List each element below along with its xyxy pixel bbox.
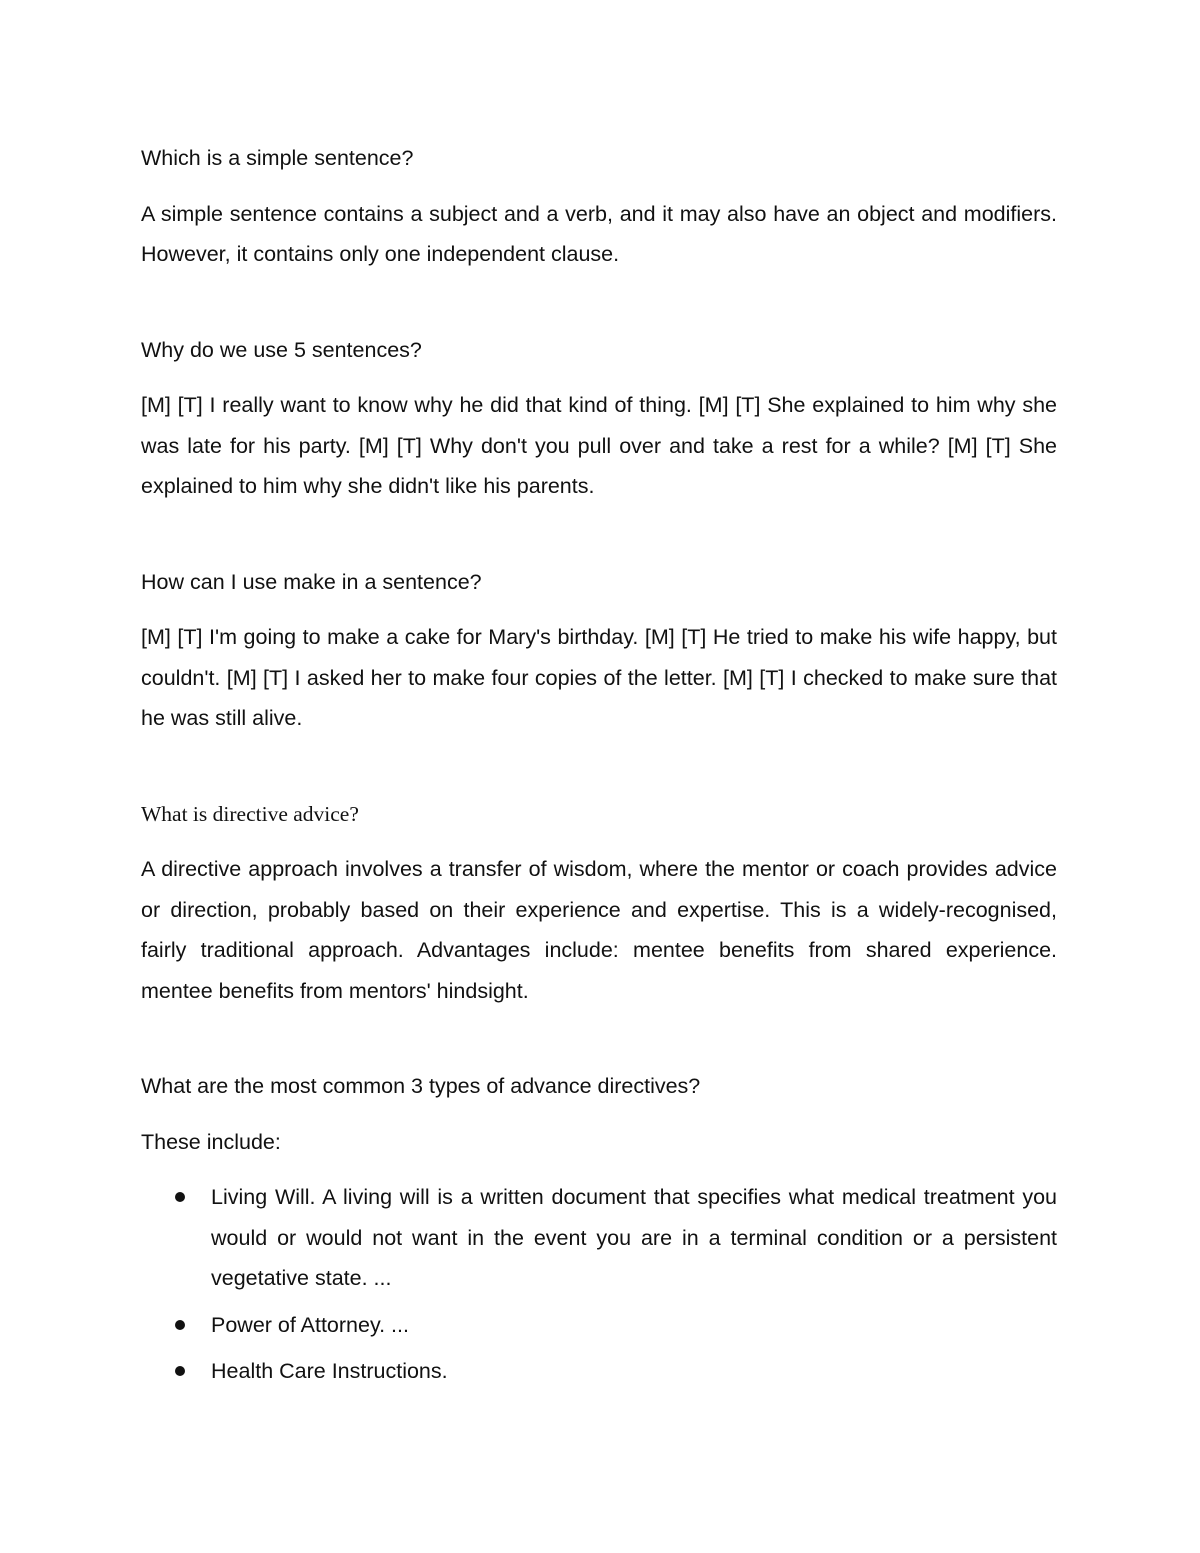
answer-paragraph: [M] [T] I really want to know why he did that kind of thing. [M] [T] She explained to him why she was late for his party. [M] [T] Why don't you pull over and take a rest for a while? [M] [T] She explained to him why she didn't like his parents. bbox=[141, 393, 1057, 498]
list-item bbox=[141, 1351, 1057, 1392]
section-directive-advice bbox=[141, 794, 1057, 1012]
section-spacer bbox=[141, 1011, 1057, 1066]
question-heading: Which is a simple sentence? bbox=[141, 146, 414, 170]
section-five-sentences bbox=[141, 330, 1057, 507]
bullet-icon bbox=[175, 1366, 185, 1376]
answer-paragraph: A simple sentence contains a subject and a verb, and it may also have an object and modifiers. However, it contains only one independent clause. bbox=[141, 201, 1057, 266]
bullet-list bbox=[141, 1177, 1057, 1392]
section-spacer bbox=[141, 275, 1057, 330]
section-advance-directives bbox=[141, 1066, 1057, 1392]
list-item bbox=[141, 1177, 1057, 1299]
document-body bbox=[141, 138, 1057, 1398]
question-heading: How can I use make in a sentence? bbox=[141, 569, 482, 594]
list-intro: These include: bbox=[141, 1129, 281, 1154]
list-item-text: Power of Attorney. ... bbox=[211, 1312, 409, 1337]
list-item-text: Health Care Instructions. bbox=[211, 1359, 448, 1383]
answer-paragraph: [M] [T] I'm going to make a cake for Mary's birthday. [M] [T] He tried to make his wife happy, but couldn't. [M] [T] I asked her to make four copies of the letter. [M] [T] I checked to make sure that he was still alive. bbox=[141, 625, 1057, 730]
section-simple-sentence bbox=[141, 138, 1057, 275]
bullet-icon bbox=[175, 1320, 185, 1330]
answer-paragraph: A directive approach involves a transfer of wisdom, where the mentor or coach provides advice or direction, probably based on their experience and expertise. This is a widely-recognised, fairly traditional approach. Advantages include: mentee benefits from shared experience. mentee benefits from mentors' hindsight. bbox=[141, 857, 1057, 1003]
section-use-make bbox=[141, 562, 1057, 739]
section-spacer bbox=[141, 507, 1057, 562]
question-heading: What is directive advice? bbox=[141, 801, 359, 826]
section-spacer bbox=[141, 739, 1057, 794]
bullet-icon bbox=[175, 1192, 185, 1202]
question-heading: Why do we use 5 sentences? bbox=[141, 337, 422, 362]
question-heading: What are the most common 3 types of advance directives? bbox=[141, 1074, 701, 1098]
list-item-text: Living Will. A living will is a written document that specifies what medical treatment you would or would not want in the event you are in a terminal condition or a persistent vegetative state. ... bbox=[211, 1185, 1057, 1290]
list-item bbox=[141, 1305, 1057, 1346]
